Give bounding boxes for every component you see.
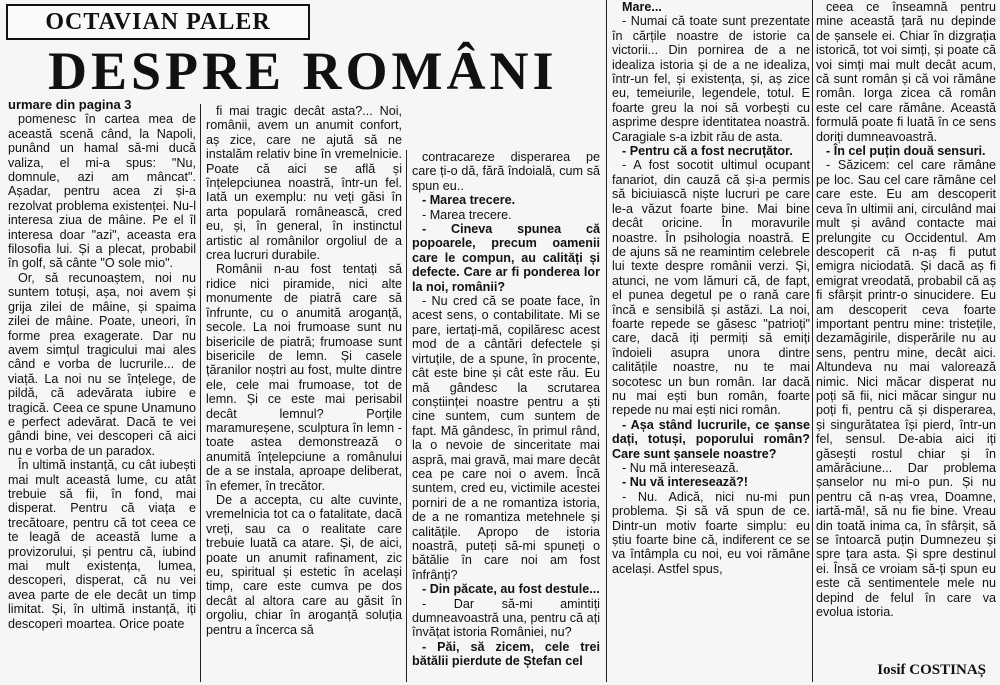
interview-question: Mare... <box>622 0 662 14</box>
paragraph: pomenesc în cartea mea de această scenă când, la Napoli, punând un hamal să-mi ducă valiza, el mi-a spus: "Nu, domnule, azi am mâncat". Așadar, pentru acea zi și-a rezolvat problema existenței. Nu-l interesa ziua de mâine. Pe el îl interesa doar "azi", aceasta era filosofia lui. Și a plecat, probabil în golf, să cânte "O sole mio". <box>8 112 196 271</box>
signature: Iosif COSTINAȘ <box>877 662 986 678</box>
article-column-1 <box>8 98 196 682</box>
interview-question: - Nu vă interesează?! <box>622 475 748 490</box>
paragraph: - Numai că toate sunt prezentate în cărțile noastre de istorie ca victorii... Din pornirea de a ne idealiza istoria și de a ne idealiza, într-un fel, și existența, și, aș zice eu, temeiurile, legendele, totul. E foarte greu la noi să vorbești cu asprime despre identitatea noastră. Caragiale s-a izbit rău de asta. <box>612 14 810 144</box>
interview-question: - Din păcate, au fost destule... <box>422 582 600 597</box>
paragraph: De a accepta, cu alte cuvinte, vremelnicia tot ca o fatalitate, dacă vreți, sau ca o realitate care trebuie luată ca atare. Și, de aici, poate un anumit rafinament, zic eu, spiritual și estetic în același timp, care este cumva pe dos decât al altora care au găsit în orgoliu, chiar în aroganță soluția pentru a încerca să <box>206 492 402 637</box>
author-name: OCTAVIAN PALER <box>45 8 271 35</box>
interview-question: - Marea trecere. <box>422 193 516 208</box>
paragraph: - Marea trecere. <box>422 207 512 222</box>
article-title: DESPRE ROMÂNI <box>48 41 558 101</box>
paragraph: contracareze disperarea pe care ți-o dă, fără îndoială, cum să spun eu.. <box>412 150 600 193</box>
column-divider <box>812 0 813 682</box>
paragraph: - Nu mă interesează. <box>622 461 739 475</box>
column-divider <box>606 0 607 682</box>
interview-question: - În cel puțin două sensuri. <box>826 144 986 159</box>
paragraph: fi mai tragic decât asta?... Noi, românii, avem un anumit confort, aș zice, care ne ajută să ne instalăm relativ bine în vremelnicie. Poate că aici se află și înțelepciunea noastră, într-un fel. Iată un exemplu: nu veți găsi în arta populară românească, cred eu, și, în general, în instinctul artistic al românilor orgoliul de a crea lucruri durabile. <box>206 104 402 263</box>
paragraph: - A fost socotit ultimul ocupant fanariot, din cauză că și-a permis să biciuiască niște lucruri pe care le-a văzut foarte bine. Mai bine decât oricine. În moravurile noastre. În psihologia noastră. E de ajuns să ne reamintim celebrele lui texte despre românii verzi. Și, atunci, ne vom lămuri că, de fapt, el punea degetul pe o rană care încă e sensibilă și astăzi. La noi, foarte repede se găsesc "patrioți" care, dacă iți permiți să emiți îndoieli asupra unora dintre calitățile noastre, nu te mai socotesc un bun român. Iar dacă nu mai ești bun român, foarte repede nu mai ești nici român. <box>612 158 810 418</box>
column-divider <box>406 150 407 682</box>
interview-question: - Cineva spunea că popoarele, precum oamenii care le compun, au calități și defecte. Care ar fi ponderea lor la noi, românii? <box>412 222 600 294</box>
paragraph: Românii n-au fost tentați să ridice nici piramide, nici alte monumente de piatră care să înfrunte, cu o anumită aroganță, secole. La noi frumoase sunt nu bisericile de piatră; frumoase sunt bisericile de lemn. Și casele țăranilor noștri au fost, multe dintre ele, cele mai frumoase, tot de lemn. Și ce este mai perisabil decât lemnul? Porțile maramureșene, sculptura în lemn - toate astea demonstrează o anumită înțelepciune a românului de a se instala, aproape deliberat, în efemer, în trecător. <box>206 262 402 493</box>
interview-question: - Păi, să zicem, cele trei bătălii pierdute de Ștefan cel <box>412 639 600 669</box>
paragraph: ceea ce înseamnă pentru mine această țară nu depinde de șansele ei. Chiar în dizgrația istorică, tot voi simți, și poate că voi simți mai mult decât acum, că sunt român și că voi rămâne român. Iorga zicea că român este cel care rămâne. Această formulă poate fi luată în ce sens doriți dumneavoastră. <box>816 0 996 144</box>
paragraph: Or, să recunoaștem, noi nu suntem totuși, așa, noi avem și grija zilei de mâine, și spaima zilei de mâine. Poate, uneori, în forme prea exagerate. Dar nu avem simțul tragicului mai ales când e vorba de lucrurile... de viață. La noi nu se înțelege, de pildă, că adevărata iubire e tragică. Ceea ce spune Unamuno e perfect adevărat. Dacă te vei gândi bine, vei descoperi că aici nu e vorba de un paradox. <box>8 270 196 458</box>
article-column-4 <box>612 0 810 682</box>
article-column-3 <box>412 150 600 682</box>
interview-question: - Pentru că a fost necruțător. <box>622 144 793 159</box>
article-column-5 <box>816 0 996 660</box>
paragraph: - Dar să-mi amintiți dumneavoastră una, pentru că ați învățat istoria României, nu? <box>412 596 600 640</box>
column-divider <box>200 104 201 682</box>
paragraph: - Săzicem: cel care rămâne pe loc. Sau cel care rămâne cel care este. Eu am descoperit ceva în ultimii ani, circulând mai mult și având contacte mai prelungite cu Occidentul. Am descoperit că n-aș fi putut emigra niciodată. Și dacă aș fi emigrat vreodată, probabil că aș fi sfârșit printr-o sinucidere. Eu am descoperit ceva foarte important pentru mine: tristețile, dezamăgirile, disperările nu au sens, pentru mine, decât aici. Altundeva nu mai valorează nimic. Nici măcar disperat nu poți să fii, nici măcar singur nu poți fi, pentru că și disperarea, și singurătatea își pierd, într-un fel, sensul. De-abia aici iți găsești rostul chiar și în amărăciune... Dar problema șanselor nu mi-o pun. Și nu pentru că n-aș vrea, Doamne, iartă-mă!, să nu fie bine. Vreau din toată inima ca, în sfârșit, să se întoarcă puțin Dumnezeu și spre țara asta. Și spre destinul ei. Însă ce vroiam să-ți spun eu este că sentimentele mele nu depind de felul în care va evolua istoria. <box>816 158 996 620</box>
continued-from-note: urmare din pagina 3 <box>8 98 132 112</box>
article-column-2 <box>206 104 402 682</box>
paragraph: În ultimă instanță, cu cât iubești mai mult această lume, cu atât trebuie să fii, în fond, mai disperat. Pentru că viața e trecătoare, pentru că tot ceea ce te leagă de această lume a provizorului, și pentru că, iubind mai mult existența, lumea, descoperi, disperat, că nu vei avea parte de ele decât un timp limitat. Și, în ultimă instanță, iți descoperi moartea. Orice poate <box>8 458 196 631</box>
paragraph: - Nu cred că se poate face, în acest sens, o contabilitate. Mi se pare, iertați-mă, copilăresc acest mod de a cântări defectele și virtuțile, de a spune, în procente, cât este bine și cât este rău. Eu mă gândesc la scrutarea conștiinței noastre pentru a ști cine suntem, cum suntem de fapt. Mă gândesc, în primul rând, la o nevoie de sinceritate mai aspră, mai gravă, mai mare decât cea pe care noi o avem. Încă suntem, cred eu, victimile acestei porniri de a ne romantiza istoria, de a ne romantiza metehnele și calitățile. Apropo de istoria noastră, puteți să-mi spuneți o bătălie în care noi am fost înfrânți? <box>412 294 600 582</box>
paragraph: - Nu. Adică, nici nu-mi pun problema. Și să vă spun de ce. Dintr-un motiv foarte simplu: eu știu foarte bine că, indiferent ce se va întâmpla cu noi, eu voi rămâne același. Astfel spus, <box>612 489 810 576</box>
interview-question: - Așa stând lucrurile, ce șanse dați, totuși, poporului român? Care sunt șansele noastre? <box>612 417 810 461</box>
author-banner <box>6 4 310 40</box>
